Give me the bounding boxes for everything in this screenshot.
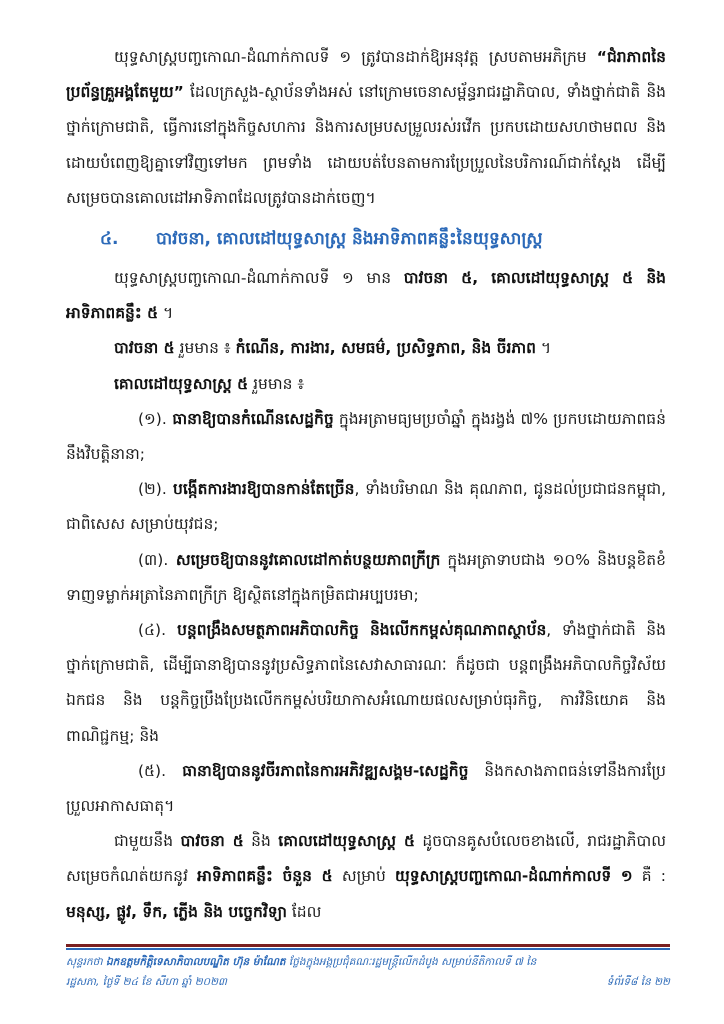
footer-speaker: ឯកឧត្តមកិត្តិទេសាភិបាលបណ្ឌិត ហ៊ុន ម៉ាណែត (106, 956, 286, 968)
paragraph-text: ដែលក្រសួង-ស្ថាប័នទាំងអស់ នៅក្រោមចេនាសម្ព័ន្ធរាជរដ្ឋាភិបាល, ទាំងថ្នាក់ជាតិ និង ថ្នាក់ក្រោមជាតិ, ធ្វើការនៅក្នុងកិច្ចសហការ និងការសម្របសម្រួលរស់រវើក ប្រកបដោយសហថាមពល និងដោយបំពេញឱ្យគ្នាទៅវិញទៅមក ព្រមទាំង ដោយបត់បែនតាមការប្រែប្រួលនៃបរិការណ៍ជាក់ស្តែង ដើម្បីសម្រេចបានគោលដៅអាទិភាពដែលត្រូវបានដាក់ចេញ។ (66, 83, 666, 207)
paragraph-text: និង (243, 832, 279, 851)
list-item (66, 472, 666, 542)
paragraph-text: , ទាំងបរិមាណ និង គុណភាព, ជូនដល់ប្រជាជនកម្ពុជា, ជាពិសេស សម្រាប់យុវជន; (66, 480, 666, 534)
item-number: (១). (138, 409, 167, 428)
bold-phrase: មនុស្ស, ផ្លូវ, ទឹក, ភ្លើង និង បច្ចេកវិទ្យា (66, 902, 287, 921)
paragraph-text: សម្រាប់ (332, 867, 396, 886)
paragraph-overview (66, 261, 666, 331)
item-number: (៥). (138, 761, 166, 780)
footer-caption (66, 952, 536, 972)
paragraph-text: , ទាំងថ្នាក់ជាតិ និង ថ្នាក់ក្រោមជាតិ, ដើម្បីធានាឱ្យបាននូវប្រសិទ្ធភាពនៃសេវាសាធារណៈ ក៏ដូចជា បន្តពង្រឹងអភិបាលកិច្ចវិស័យឯកជន និង បន្តកិច្ចប្រឹងប្រែងលើកកម្ពស់បរិយាកាសអំណោយផលសម្រាប់ធុរកិច្ច, ការវិនិយោគ និង ពាណិជ្ជកម្ម; និង (66, 621, 666, 745)
bold-phrase: បាវចនា ៥, គោលដៅយុទ្ធសាស្ត្រ ៥ និង អាទិភាពគន្លឹះ ៥ (66, 269, 667, 323)
page-number: ទំព័រទី៨ នៃ ២២ (606, 976, 670, 988)
bold-phrase: បន្តពង្រឹងសមត្ថភាពអភិបាលកិច្ច និងលើកកម្ពស់គុណភាពស្ថាប័ន (166, 621, 547, 640)
paragraph-text: ជាមួយនឹង (114, 832, 181, 851)
bold-phrase: ធានាឱ្យបាននូវចីរភាពនៃការអភិវឌ្ឍសង្គម-សេដ្ឋកិច្ច (166, 761, 469, 780)
footer-event: ថ្លែងក្នុងអង្គប្រជុំគណៈរដ្ឋមន្ត្រីលើកដំបូង សម្រាប់នីតិកាលទី ៧ នៃ (285, 956, 537, 968)
paragraph-text: ។ (535, 339, 552, 358)
bold-phrase: បាវចនា ៥ (180, 832, 244, 851)
list-item (66, 613, 666, 754)
paragraph-text: ។ (158, 304, 174, 323)
bold-phrase: គោលដៅយុទ្ធសាស្ត្រ ៥ (114, 374, 249, 393)
footer-prefix: សុន្ទរកថា (66, 956, 106, 968)
paragraph-goals-intro (66, 367, 666, 402)
list-item (66, 402, 666, 472)
paragraph-text: និងកសាងភាពធន់ទៅនឹងការប្រែប្រួលអាកាសធាតុ។ (66, 761, 666, 816)
paragraph-text: ដូចបានគូសបំលេចខាងលើ, រាជរដ្ឋាភិបាលសម្រេចកំណត់យកនូវ (66, 832, 667, 886)
bold-phrase: បាវចនា ៥ (114, 339, 175, 358)
paragraph-text: យុទ្ធសាស្ត្របញ្ចកោណ-ដំណាក់កាលទី ១ មាន (114, 269, 404, 288)
item-number: (៣). (138, 550, 169, 569)
section-number: ៤. (100, 229, 119, 250)
footer-divider (66, 944, 670, 947)
list-item (66, 754, 666, 824)
bold-phrase: ធានាឱ្យបានកំណើនសេដ្ឋកិច្ច (166, 409, 334, 428)
paragraph-text: ក្នុងអត្រាទាបជាង ១០% និងបន្តខិតខំទាញទម្លាក់អត្រានៃភាពក្រីក្រ ឱ្យស្ថិតនៅក្នុងកម្រិតជាអប្បបរមា; (66, 550, 666, 604)
bold-phrase: “ជំរាភាពនៃប្រព័ន្ធគ្រួអង្គតែមួយ” (66, 48, 666, 102)
paragraph-mottos (66, 331, 666, 366)
bold-phrase: គោលដៅយុទ្ធសាស្ត្រ ៥ (278, 832, 415, 851)
item-number: (៤). (138, 621, 166, 640)
bold-phrase: អាទិភាពគន្លឹះ ចំនួន ៥ (197, 867, 333, 886)
section-title: បាវចនា, គោលដៅយុទ្ធសាស្ត្រ និងអាទិភាពគន្លឹះនៃយុទ្ធសាស្ត្រ (156, 229, 543, 250)
footer-line-2 (66, 972, 670, 992)
footer-line-1 (66, 952, 670, 972)
bold-phrase: បង្កើតការងារឱ្យបានកាន់តែច្រើន (166, 480, 355, 499)
paragraph-text: ដែល (286, 902, 322, 921)
document-body (66, 40, 666, 930)
paragraph-text: រួមមាន ៖ (248, 374, 305, 393)
footer-date: រដ្ឋសភា, ថ្ងៃទី ២៤ ខែ សីហា ឆ្នាំ ២០២៣ (66, 976, 228, 988)
paragraph-text: គឺ : (632, 867, 667, 886)
item-number: (២). (138, 480, 167, 499)
list-item (66, 543, 666, 613)
paragraph-intro (66, 40, 666, 216)
footer-divider-accent (66, 948, 670, 950)
paragraph-text: រួមមាន ៖ (174, 339, 236, 358)
section-heading (66, 222, 666, 257)
paragraph-priorities (66, 824, 666, 930)
bold-phrase: សម្រេចឱ្យបាននូវគោលដៅកាត់បន្ថយភាពក្រីក្រ (168, 550, 441, 569)
paragraph-text: ក្នុងអត្រាមធ្យមប្រចាំឆ្នាំ ក្នុងរង្វង់ ៧% ប្រកបដោយភាពធន់នឹងវិបត្តិនានា; (66, 409, 666, 464)
page-footer (66, 952, 670, 992)
bold-phrase: កំណើន, ការងារ, សមធម៌, ប្រសិទ្ធភាព, និង ចីរភាព (235, 339, 536, 358)
paragraph-text: យុទ្ធសាស្ត្របញ្ចកោណ-ដំណាក់កាលទី ១ ត្រូវបានដាក់ឱ្យអនុវត្ត ស្របតាមអភិក្រម (114, 48, 597, 66)
bold-phrase: យុទ្ធសាស្ត្របញ្ចកោណ-ដំណាក់កាលទី ១ (395, 867, 633, 886)
